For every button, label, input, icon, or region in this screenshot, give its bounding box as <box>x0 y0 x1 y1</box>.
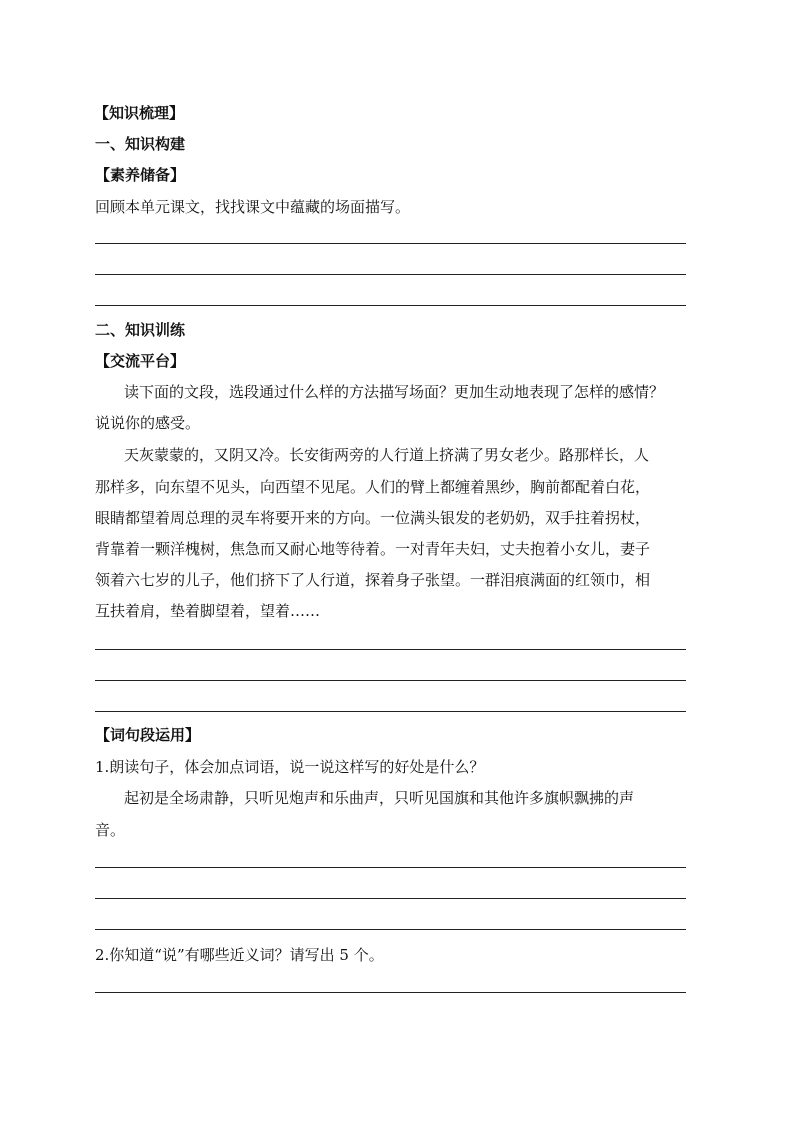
answer-line[interactable] <box>95 649 686 650</box>
passage-line: 那样多，向东望不见头，向西望不见尾。人们的臂上都缠着黑纱，胸前都配着白花， <box>95 478 651 496</box>
answer-line[interactable] <box>95 929 686 930</box>
answer-line[interactable] <box>95 867 686 868</box>
answer-line[interactable] <box>95 711 686 712</box>
prompt-line: 说说你的感受。 <box>95 414 201 432</box>
answer-line[interactable] <box>95 274 686 275</box>
answer-line[interactable] <box>95 992 686 993</box>
question-2: 2.你知道“说”有哪些近义词？请写出 5 个。 <box>95 946 384 964</box>
question-1: 1.朗读句子，体会加点词语，说一说这样写的好处是什么？ <box>95 758 485 776</box>
answer-line[interactable] <box>95 898 686 899</box>
section-title-knowledge-sorting: 【知识梳理】 <box>94 104 185 122</box>
prompt-line: 读下面的文段，选段通过什么样的方法描写场面？更加生动地表现了怎样的感情？ <box>124 383 665 401</box>
passage-line: 领着六七岁的儿子，他们挤下了人行道，探着身子张望。一群泪痕满面的红领巾，相 <box>95 571 651 589</box>
subheading-literacy-reserve: 【素养储备】 <box>95 166 186 184</box>
question-1-sentence-line: 音。 <box>95 821 126 839</box>
passage-line: 互扶着肩，垫着脚望着，望着…… <box>95 602 321 620</box>
passage-line: 天灰蒙蒙的，又阴又冷。长安街两旁的人行道上挤满了男女老少。路那样长，人 <box>124 446 650 464</box>
instruction-review-unit: 回顾本单元课文，找找课文中蕴藏的场面描写。 <box>95 198 411 216</box>
heading-knowledge-training: 二、知识训练 <box>95 321 186 339</box>
subheading-word-sentence-usage: 【词句段运用】 <box>95 726 201 744</box>
passage-line: 背靠着一颗洋槐树，焦急而又耐心地等待着。一对青年夫妇，丈夫抱着小女儿，妻子 <box>95 540 651 558</box>
answer-line[interactable] <box>95 305 686 306</box>
subheading-exchange-platform: 【交流平台】 <box>95 352 186 370</box>
answer-line[interactable] <box>95 243 686 244</box>
passage-line: 眼睛都望着周总理的灵车将要开来的方向。一位满头银发的老奶奶，双手拄着拐杖， <box>95 509 651 527</box>
question-1-sentence-line: 起初是全场肃静，只听见炮声和乐曲声，只听见国旗和其他许多旗帜飘拂的声 <box>124 789 635 807</box>
heading-knowledge-construction: 一、知识构建 <box>95 135 186 153</box>
answer-line[interactable] <box>95 680 686 681</box>
